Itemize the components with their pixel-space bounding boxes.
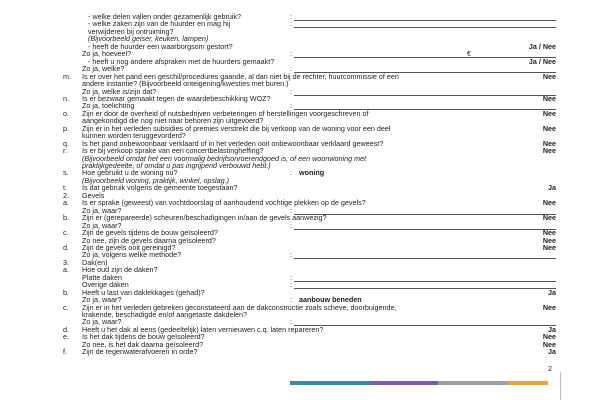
question-text: Overige daken [82, 280, 129, 290]
item-letter: s. [63, 168, 69, 178]
field-colon: : [290, 205, 292, 215]
answer-value: Nee [542, 198, 556, 208]
answer-value: Nee [542, 302, 556, 312]
answer-value: Nee [542, 242, 556, 252]
field-colon: : [290, 49, 292, 59]
question-text: Is er sprake (geweest) van vochtdoorslag of aanhoudend vochtige plekken op de gevels? [82, 198, 366, 208]
question-text: Is er bij verkoop sprake van een concertbelastingheffing? [82, 146, 264, 156]
item-letter: a. [63, 265, 69, 275]
question-text: (Bijvoorbeeld omdat het een voormalig bedrijfsonroerendgoed is, of een woonwoning met [82, 153, 367, 163]
question-text: Zijn er in het verleden subsidies of premies verstrekt die bij verkoop van de woning voor een deel [82, 123, 391, 133]
field-colon: : [290, 272, 292, 282]
question-text: Heeft u last van daklekkages (gehad)? [82, 287, 205, 297]
item-letter: t. [63, 183, 67, 193]
answer-value: Nee [542, 228, 556, 238]
answer-value: Nee [542, 138, 556, 148]
question-text: Zo ja, welke is/zijn dat? [82, 86, 157, 96]
answer-value: Ja [548, 324, 556, 334]
question-text: Is het dak tijdens de bouw geïsoleerd? [82, 332, 205, 342]
question-text: - welke delen vallen onder gezamenlijk gebruik? [88, 12, 242, 21]
field-colon: : [290, 64, 292, 74]
field-colon: : [290, 19, 292, 29]
question-text: Zijn de gevels tijdens de bouw geïsoleerd? [82, 228, 218, 238]
answer-value: Nee [542, 108, 556, 118]
question-text: kunnen worden teruggevorderd? [82, 131, 186, 141]
question-text: Zo ja, waar? [82, 295, 122, 305]
scan-edge-rule [560, 372, 561, 400]
question-text: - heeft de huurder een waarborgsom gestort? [88, 41, 233, 51]
question-text: Zo ja, welke? [82, 64, 125, 74]
euro-sign: € [467, 49, 471, 59]
question-text: - heeft u nog andere afspraken met de huurders gemaakt? [88, 56, 275, 66]
field-colon: : [290, 295, 292, 305]
question-text: Platte daken [82, 272, 122, 282]
question-text: Zo ja, hoeveel? [82, 49, 132, 59]
footer-bar-orange [508, 381, 548, 385]
item-letter: m. [63, 71, 71, 81]
filled-answer: aanbouw beneden [299, 295, 362, 305]
question-text: Zijn de regenwaterafvoeren in orde? [82, 347, 198, 357]
question-text: Hoe oud zijn de daken? [82, 265, 158, 275]
item-letter: b. [63, 213, 69, 223]
question-text: Dak(en) [82, 257, 108, 267]
item-letter: 2. [63, 190, 69, 200]
item-letter: c. [63, 228, 69, 238]
question-text: Is er bezwaar gemaakt tegen de waardebeschikking WOZ? [82, 93, 271, 103]
question-text: Is het pand onbewoonbaar verklaard of in het verleden ooit onbewoonbaar verklaard geweest? [82, 138, 384, 148]
answer-value: Ja / Nee [528, 56, 556, 66]
answer-value: Ja [548, 347, 556, 357]
page-number: 2 [548, 366, 552, 373]
answer-value: Nee [542, 93, 556, 103]
question-text: - welke zaken zijn van de huurder en mag hij [88, 19, 231, 29]
answer-value: Nee [542, 235, 556, 245]
item-letter: q. [63, 138, 69, 148]
answer-value: Nee [542, 123, 556, 133]
question-text: Is dat gebruik volgens de gemeente toegestaan? [82, 183, 238, 193]
question-text: Zijn er in het verleden gebreken geconstateerd aan de dakconstructie zoals scheve, doorbuigende, [82, 302, 397, 312]
answer-value: Nee [542, 71, 556, 81]
question-text: Gevels [82, 190, 105, 200]
question-text: krakende, beschadigde en/of aangetaste dakdelen? [82, 310, 248, 319]
question-text: Zo ja, waar? [82, 205, 122, 215]
item-letter: d. [63, 242, 69, 252]
question-text: Zijn er (gerepareerde) scheuren/beschadigingen in/aan de gevels aanwezig? [82, 213, 327, 223]
question-text: (Bijvoorbeeld geiser, keuken, lampen) [88, 34, 209, 44]
item-letter: o. [63, 108, 69, 118]
question-text: Zo ja, toelichting [82, 101, 135, 111]
question-text: Zijn de gevels ooit gereinigd? [82, 242, 176, 252]
form-row [0, 347, 600, 356]
field-colon: : [290, 220, 292, 230]
item-letter: c. [63, 302, 69, 312]
question-text: Zo ja, waar? [82, 220, 122, 230]
answer-value: Nee [542, 332, 556, 342]
question-text: Zo nee, is het dak daarna geïsoleerd? [82, 339, 204, 349]
footer-bar-grey [438, 381, 508, 385]
field-colon: : [290, 317, 292, 327]
question-text: Is er over het pand een geschil/procedures gaande, al dan niet bij de rechter, huurcommissie of een [82, 71, 399, 81]
answer-value: Nee [542, 213, 556, 223]
item-letter: b. [63, 287, 69, 297]
item-letter: n. [63, 93, 69, 103]
question-text: aangekondigd die nog niet naar behoren zijn uitgevoerd? [82, 116, 264, 126]
item-letter: e. [63, 332, 69, 342]
item-letter: r. [63, 146, 67, 156]
question-text: Zo ja, waar? [82, 317, 122, 327]
item-letter: a. [63, 198, 69, 208]
item-letter: d. [63, 324, 69, 334]
question-text: (Bijvoorbeeld woning, praktijk, winkel, opslag.) [82, 175, 230, 185]
field-colon: : [290, 280, 292, 290]
answer-value: Ja / Nee [528, 41, 556, 51]
question-text: Zo nee, zijn de gevels daarna geïsoleerd? [82, 235, 216, 245]
question-text: Hoe gebruikt u de woning nu? [82, 168, 178, 178]
field-colon: : [290, 250, 292, 260]
answer-value: Ja [548, 183, 556, 193]
field-colon: : [290, 86, 292, 96]
answer-value: Ja [548, 287, 556, 297]
item-letter: f. [63, 347, 67, 357]
question-text: praktijkgedeelte, of omdat u pas ingrijpend verbouwd hebt.) [82, 161, 271, 170]
question-text: andere instantie? (Bijvoorbeeld onteigening/kwesties met buren.) [82, 79, 289, 89]
answer-value: Nee [542, 146, 556, 156]
field-colon: : [290, 101, 292, 111]
filled-answer: woning [299, 168, 325, 178]
field-colon: : [290, 168, 292, 178]
question-text: Zo ja, volgens welke methode? [82, 250, 182, 260]
item-letter: 3. [63, 257, 69, 267]
footer-bar-teal [290, 381, 370, 385]
question-text: verwijderen bij ontruiming? [88, 26, 174, 36]
answer-value: Nee [542, 339, 556, 349]
question-text: Zijn er door de overheid of nutsbedrijven verbeteringen of herstellingen voorgeschreven of [82, 108, 369, 118]
question-text: Heeft u het dak al eens (gedeeltelijk) laten vernieuwen c.q. laten repareren? [82, 324, 324, 334]
field-colon: : [290, 12, 292, 21]
item-letter: p. [63, 123, 69, 133]
footer-bar-purple [370, 381, 438, 385]
